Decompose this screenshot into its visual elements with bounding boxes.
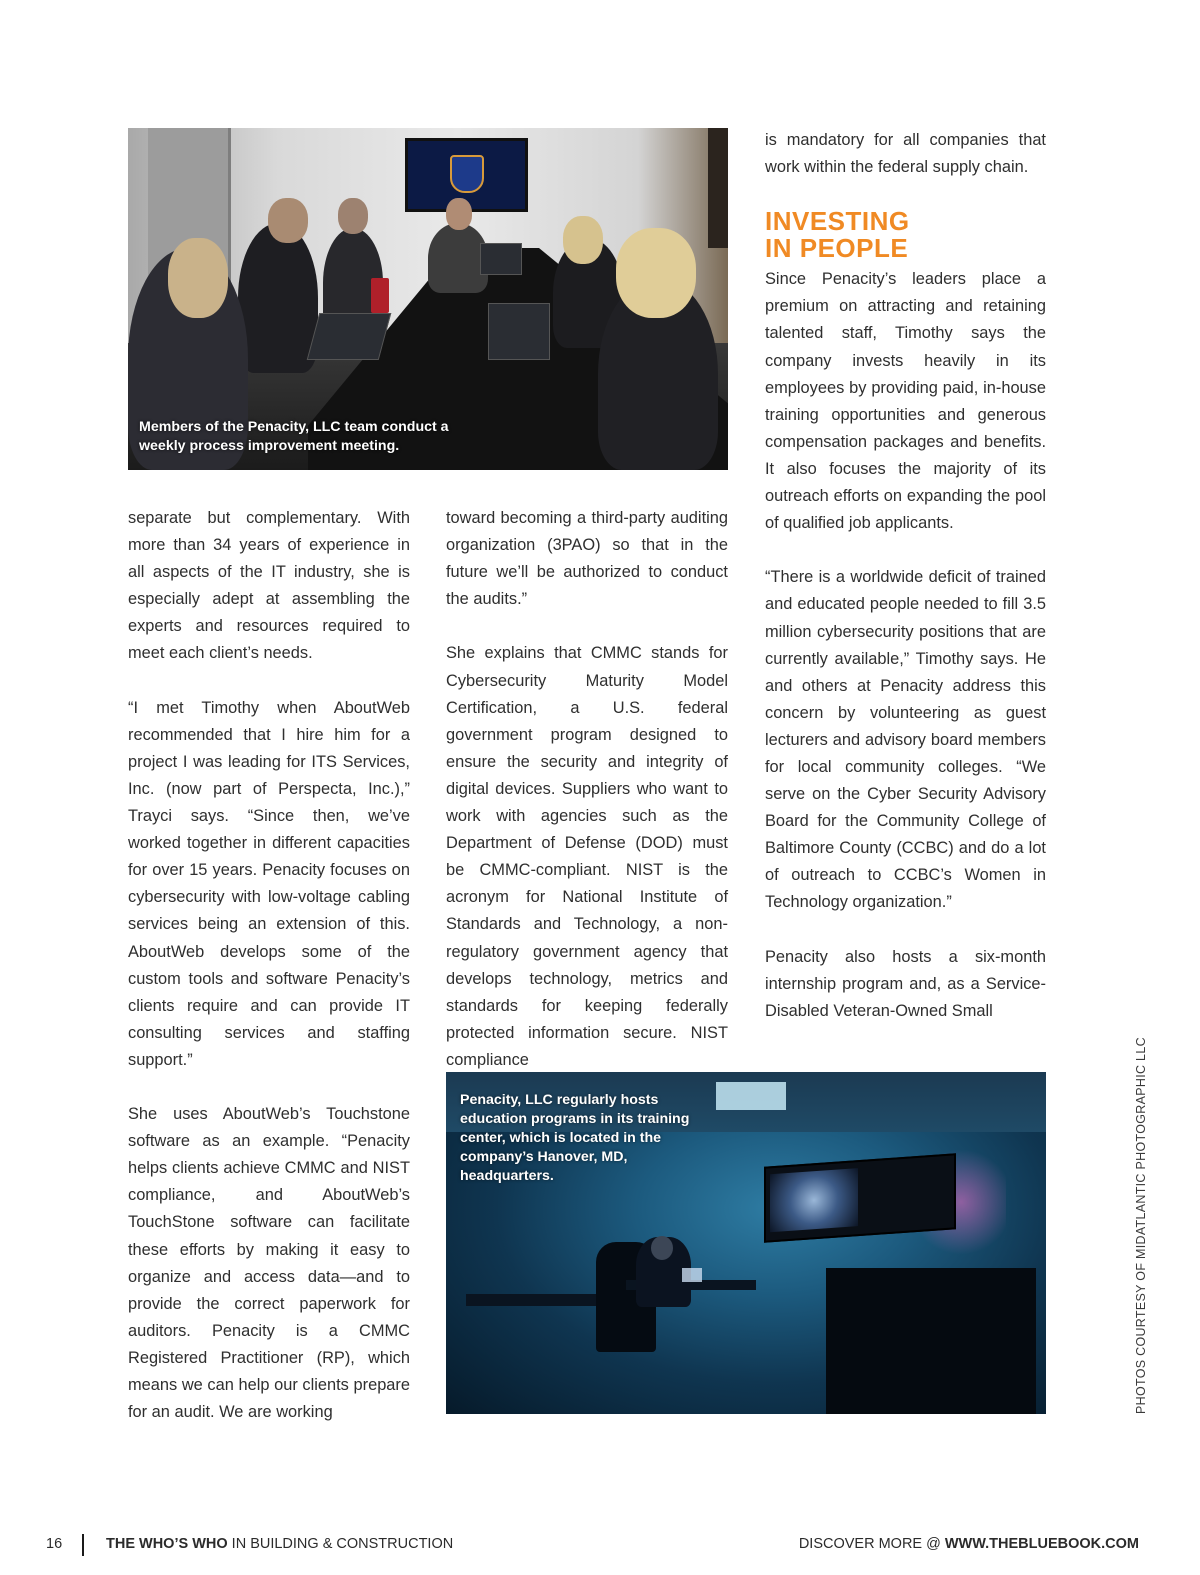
publication-name-rest: IN BUILDING & CONSTRUCTION xyxy=(227,1536,454,1552)
section-heading-line: INVESTING xyxy=(765,206,910,237)
person xyxy=(238,223,318,373)
paragraph: “I met Timothy when AboutWeb recommended that I hire him for a project I was leading for ITS Services, Inc. (now part of Perspecta, Inc.),” Trayci says. “Since then, we’ve worked together in different capacities for over 15 years. Penacity focuses on cybersecurity with low-voltage cabling services being an extension of this. AboutWeb develops some of the custom tools and software Penacity’s clients require and can provide IT consulting services and staffing support.” xyxy=(128,698,410,1069)
training-center-photo xyxy=(446,1072,1046,1414)
laptop xyxy=(307,313,392,360)
laptop xyxy=(480,243,522,275)
shield-logo-icon xyxy=(450,155,484,193)
meeting-photo-caption: Members of the Penacity, LLC team conduct a weekly process improvement meeting. xyxy=(139,419,449,454)
wall-poster xyxy=(708,128,728,248)
laptop xyxy=(488,303,550,360)
large-display xyxy=(826,1268,1036,1414)
person-head xyxy=(563,216,603,264)
wall-monitor xyxy=(764,1153,956,1242)
paragraph: is mandatory for all companies that work within the federal supply chain. xyxy=(765,131,1046,177)
photo-credit: PHOTOS COURTESY OF MIDATLANTIC PHOTOGRAPHIC LLC xyxy=(1134,1037,1148,1414)
tablet xyxy=(682,1268,702,1282)
publication-name xyxy=(106,1536,453,1552)
article-column-left xyxy=(128,505,410,1426)
paragraph: toward becoming a third-party auditing organization (3PAO) so that in the future we’ll be authorized to conduct the audits.” xyxy=(446,509,728,609)
paragraph: separate but complementary. With more than 34 years of experience in all aspects of the IT industry, she is especially adept at assembling the experts and resources required to meet each client’s needs. xyxy=(128,509,410,663)
person-head xyxy=(268,198,308,243)
person-head xyxy=(616,228,696,318)
publication-name-bold: THE WHO’S WHO xyxy=(106,1536,228,1552)
article-column-middle xyxy=(446,505,728,1074)
person xyxy=(428,223,488,293)
person-head xyxy=(446,198,472,230)
discover-more xyxy=(799,1536,1139,1552)
person-head xyxy=(338,198,368,234)
meeting-photo xyxy=(128,128,728,470)
discover-label: DISCOVER MORE @ xyxy=(798,1536,945,1552)
footer-divider xyxy=(82,1534,84,1556)
page-footer xyxy=(0,1530,1200,1558)
person-head xyxy=(651,1236,673,1260)
ceiling-light xyxy=(716,1082,786,1110)
paragraph: Since Penacity’s leaders place a premium on attracting and retaining talented staff, Timothy says the company invests heavily in its employees by providing paid, in-house training opportunities and generous compensation packages and benefits. It also focuses the majority of its outreach efforts on expanding the pool of qualified job applicants. xyxy=(765,270,1046,533)
paragraph: Penacity also hosts a six-month internship program and, as a Service-Disabled Veteran-Owned Small xyxy=(765,947,1046,1020)
person-head xyxy=(168,238,228,318)
monitor-image xyxy=(770,1168,858,1232)
article-column-right xyxy=(765,127,1046,1025)
paragraph: “There is a worldwide deficit of trained and educated people needed to fill 3.5 million cybersecurity positions that are currently available,” Timothy says. He and others at Penacity address this concern by volunteering as guest lecturers and advisory board members for local community colleges. “We serve on the Cyber Security Advisory Board for the Community College of Baltimore County (CCBC) and do a lot of outreach to CCBC’s Women in Technology organization.” xyxy=(765,568,1046,912)
training-photo-caption: Penacity, LLC regularly hosts education programs in its training center, which is located in the company’s Hanover, MD, headquarters. xyxy=(460,1092,690,1184)
website-link[interactable]: WWW.THEBLUEBOOK.COM xyxy=(944,1536,1139,1552)
section-heading xyxy=(765,208,1046,262)
paragraph: She explains that CMMC stands for Cybersecurity Maturity Model Certification, a U.S. federal government program designed to ensure the security and integrity of digital devices. Suppliers who want to work with agencies such as the Department of Defense (DOD) must be CMMC-compliant. NIST is the acronym for National Institute of Standards and Technology, a non-regulatory government agency that develops technology, metrics and standards for keeping federally protected information secure. NIST compliance xyxy=(446,644,728,1069)
paragraph: She uses AboutWeb’s Touchstone software as an example. “Penacity helps clients achieve CMMC and NIST compliance, and AboutWeb’s TouchStone software can facilitate these efforts by making it easy to organize and access data—and to provide the correct paperwork for auditors. Penacity is a CMMC Registered Practitioner (RP), which means we can help our clients prepare for an audit. We are working xyxy=(128,1105,410,1422)
section-heading-line: IN PEOPLE xyxy=(765,233,909,264)
red-cup xyxy=(371,278,389,313)
page-number: 16 xyxy=(46,1536,63,1552)
